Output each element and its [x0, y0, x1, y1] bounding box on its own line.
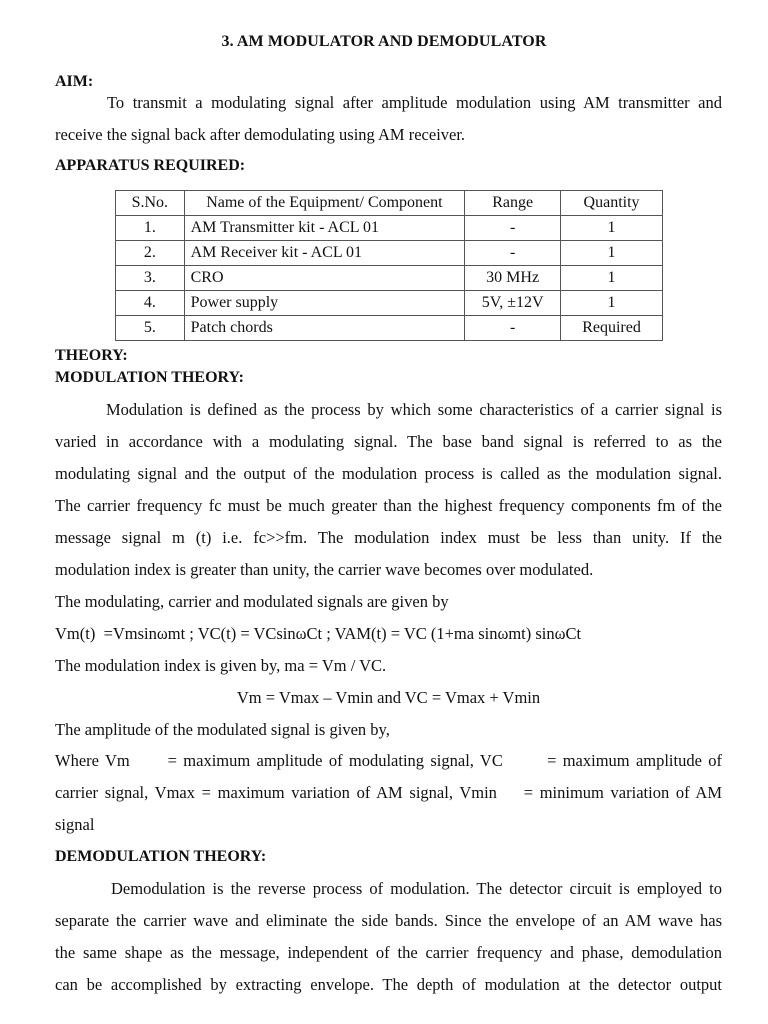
paragraph-line: carrier signal, Vmax = maximum variation of AM signal, Vmin = minimum variation of AM	[55, 783, 722, 802]
paragraph-line: The modulating, carrier and modulated signals are given by	[55, 592, 449, 611]
cell-name: Patch chords	[184, 316, 465, 341]
paragraph-line: Modulation is defined as the process by which some characteristics of a carrier signal is	[106, 400, 722, 419]
table-row	[116, 216, 663, 241]
paragraph-line: The amplitude of the modulated signal is given by,	[55, 720, 390, 739]
apparatus-heading: APPARATUS REQUIRED:	[55, 157, 246, 174]
cell-quantity: Required	[561, 316, 663, 341]
paragraph-line: Demodulation is the reverse process of modulation. The detector circuit is employed to	[111, 879, 722, 898]
formula-line-centered: Vm = Vmax – Vmin and VC = Vmax + Vmin	[236, 688, 541, 707]
paragraph-line: modulating signal and the output of the modulation process is called as the modulation signal.	[55, 464, 722, 483]
cell-quantity: 1	[561, 266, 663, 291]
cell-range: -	[465, 241, 561, 266]
cell-quantity: 1	[561, 241, 663, 266]
paragraph-line: message signal m (t) i.e. fc>>fm. The modulation index must be less than unity. If the	[55, 528, 722, 547]
cell-sno: 4.	[116, 291, 185, 316]
page-title: 3. AM MODULATOR AND DEMODULATOR	[221, 33, 547, 50]
paragraph-line: signal	[55, 815, 95, 834]
cell-quantity: 1	[561, 291, 663, 316]
header-quantity: Quantity	[561, 191, 663, 216]
paragraph-line: separate the carrier wave and eliminate the side bands. Since the envelope of an AM wave has	[55, 911, 722, 930]
aim-line-2: receive the signal back after demodulating using AM receiver.	[55, 125, 466, 144]
table-row	[116, 241, 663, 266]
cell-sno: 2.	[116, 241, 185, 266]
formula-line: Vm(t) =Vmsinωmt ; VC(t) = VCsinωCt ; VAM(t) = VC (1+ma sinωmt) sinωCt	[55, 624, 582, 643]
demodulation-theory-heading: DEMODULATION THEORY:	[55, 848, 267, 865]
aim-heading: AIM:	[55, 73, 94, 90]
table-header-row	[116, 191, 663, 216]
paragraph-line: varied in accordance with a modulating signal. The base band signal is referred to as the	[55, 432, 722, 451]
cell-range: 30 MHz	[465, 266, 561, 291]
cell-name: Power supply	[184, 291, 465, 316]
cell-name: CRO	[184, 266, 465, 291]
paragraph-line: The modulation index is given by, ma = Vm / VC.	[55, 656, 387, 675]
apparatus-table	[115, 190, 663, 341]
table-row	[116, 316, 663, 341]
cell-quantity: 1	[561, 216, 663, 241]
cell-range: -	[465, 316, 561, 341]
table-row	[116, 266, 663, 291]
cell-sno: 1.	[116, 216, 185, 241]
table-row	[116, 291, 663, 316]
header-sno: S.No.	[116, 191, 185, 216]
cell-name: AM Receiver kit - ACL 01	[184, 241, 465, 266]
cell-range: 5V, ±12V	[465, 291, 561, 316]
cell-sno: 5.	[116, 316, 185, 341]
header-name: Name of the Equipment/ Component	[184, 191, 465, 216]
paragraph-line: Where Vm = maximum amplitude of modulating signal, VC = maximum amplitude of	[55, 751, 722, 770]
paragraph-line: the same shape as the message, independent of the carrier frequency and phase, demodulation	[55, 943, 722, 962]
cell-name: AM Transmitter kit - ACL 01	[184, 216, 465, 241]
paragraph-line: The carrier frequency fc must be much greater than the highest frequency components fm of the	[55, 496, 722, 515]
cell-sno: 3.	[116, 266, 185, 291]
paragraph-line: modulation index is greater than unity, the carrier wave becomes over modulated.	[55, 560, 594, 579]
cell-range: -	[465, 216, 561, 241]
paragraph-line: can be accomplished by extracting envelope. The depth of modulation at the detector output	[55, 975, 722, 994]
theory-heading: THEORY:	[55, 347, 128, 364]
aim-line-1: To transmit a modulating signal after amplitude modulation using AM transmitter and	[107, 93, 722, 112]
modulation-theory-heading: MODULATION THEORY:	[55, 369, 244, 386]
header-range: Range	[465, 191, 561, 216]
